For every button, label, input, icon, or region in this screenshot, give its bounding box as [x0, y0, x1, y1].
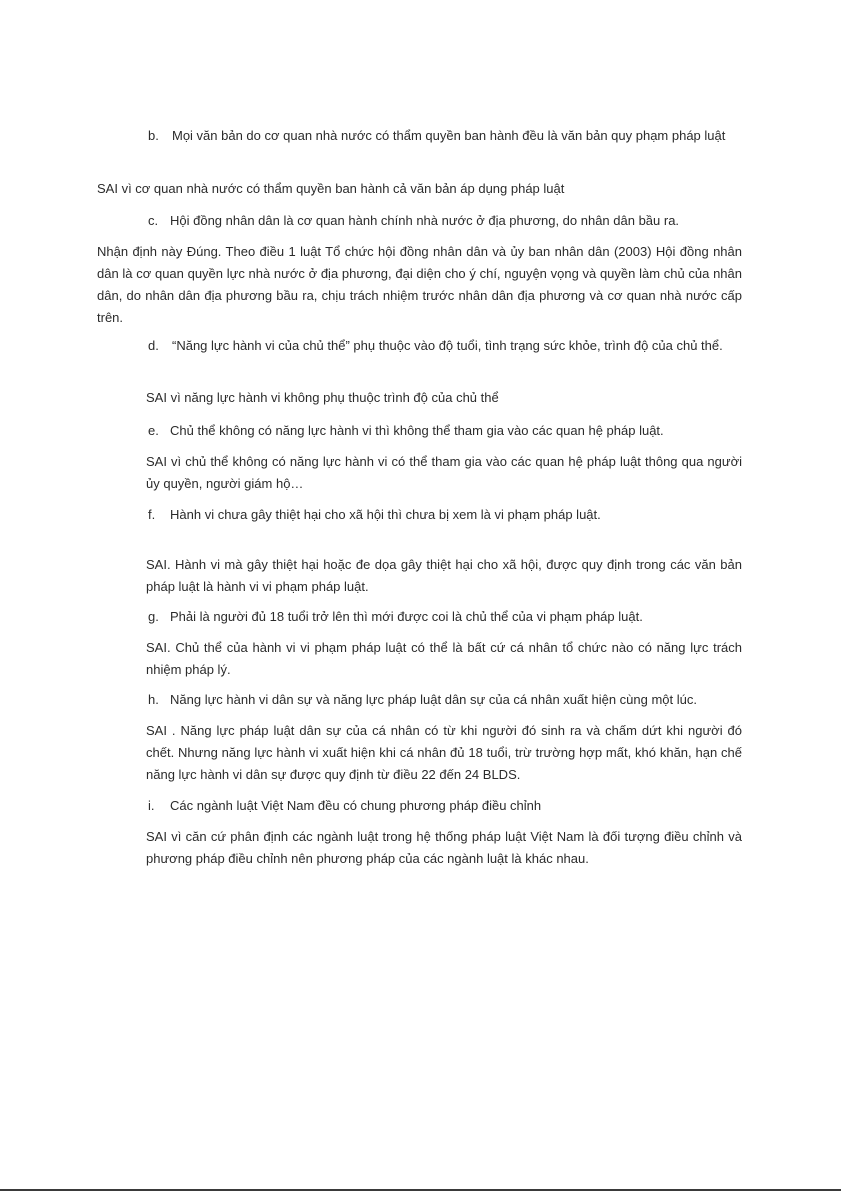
answer-b: SAI vì cơ quan nhà nước có thẩm quyền ban hành cả văn bản áp dụng pháp luật — [97, 181, 565, 196]
list-item-text: Phải là người đủ 18 tuổi trở lên thì mới được coi là chủ thể của vi phạm pháp luật. — [170, 609, 643, 624]
list-item-g — [148, 606, 742, 628]
answer-e: SAI vì chủ thể không có năng lực hành vi có thể tham gia vào các quan hệ pháp luật thông qua người ủy quyền, người giám hộ… — [146, 454, 742, 491]
answer-g: SAI. Chủ thể của hành vi vi phạm pháp luật có thể là bất cứ cá nhân tổ chức nào có năng lực trách nhiệm pháp lý. — [146, 640, 742, 677]
list-marker: i. — [148, 798, 155, 813]
answer-f: SAI. Hành vi mà gây thiệt hại hoặc đe dọa gây thiệt hại cho xã hội, được quy định trong các văn bản pháp luật là hành vi vi phạm pháp luật. — [146, 557, 742, 594]
list-marker: g. — [148, 609, 159, 624]
list-item-text: Hành vi chưa gây thiệt hại cho xã hội thì chưa bị xem là vi phạm pháp luật. — [170, 507, 601, 522]
list-item-text: Mọi văn bản do cơ quan nhà nước có thẩm quyền ban hành đều là văn bản quy phạm pháp luật — [172, 128, 726, 143]
answer-i: SAI vì căn cứ phân định các ngành luật trong hệ thống pháp luật Việt Nam là đối tượng điều chỉnh và phương pháp điều chỉnh nên phương pháp của các ngành luật là khác nhau. — [146, 829, 742, 866]
list-item-text: Chủ thể không có năng lực hành vi thì không thể tham gia vào các quan hệ pháp luật. — [170, 423, 664, 438]
list-item-text: Hội đồng nhân dân là cơ quan hành chính nhà nước ở địa phương, do nhân dân bầu ra. — [170, 213, 680, 228]
list-marker: b. — [148, 128, 159, 143]
list-item-i — [148, 795, 742, 817]
list-item-text: “Năng lực hành vi của chủ thể” phụ thuộc vào độ tuổi, tình trạng sức khỏe, trình độ của chủ thể. — [172, 338, 723, 353]
list-marker: f. — [148, 507, 156, 522]
list-item-b — [148, 125, 742, 147]
list-marker: h. — [148, 692, 159, 707]
list-item-c — [148, 210, 742, 232]
answer-h: SAI . Năng lực pháp luật dân sự của cá nhân có từ khi người đó sinh ra và chấm dứt khi người đó chết. Nhưng năng lực hành vi xuất hiện khi cá nhân đủ 18 tuổi, trừ trường hợp mất, khó khăn, hạn chế năng lực hành vi dân sự được quy định từ điều 22 đến 24 BLDS. — [146, 723, 742, 782]
list-marker: c. — [148, 213, 159, 228]
list-marker: d. — [148, 338, 159, 353]
list-item-text: Năng lực hành vi dân sự và năng lực pháp luật dân sự của cá nhân xuất hiện cùng một lúc. — [170, 692, 697, 707]
list-item-d — [148, 335, 742, 357]
list-item-e — [148, 420, 742, 442]
answer-c: Nhận định này Đúng. Theo điều 1 luật Tổ chức hội đồng nhân dân và ủy ban nhân dân (2003) Hội đồng nhân dân là cơ quan quyền lực nhà nước ở địa phương, đại diện cho ý chí, nguyện vọng và quyền làm chủ của nhân dân, do nhân dân địa phương bầu ra, chịu trách nhiệm trước nhân dân địa phương và cơ quan nhà nước cấp trên. — [97, 244, 742, 325]
list-item-text: Các ngành luật Việt Nam đều có chung phương pháp điều chỉnh — [170, 798, 542, 813]
list-marker: e. — [148, 423, 159, 438]
answer-d: SAI vì năng lực hành vi không phụ thuộc trình độ của chủ thể — [146, 390, 499, 405]
list-item-f — [148, 504, 742, 526]
list-item-h — [148, 689, 742, 711]
